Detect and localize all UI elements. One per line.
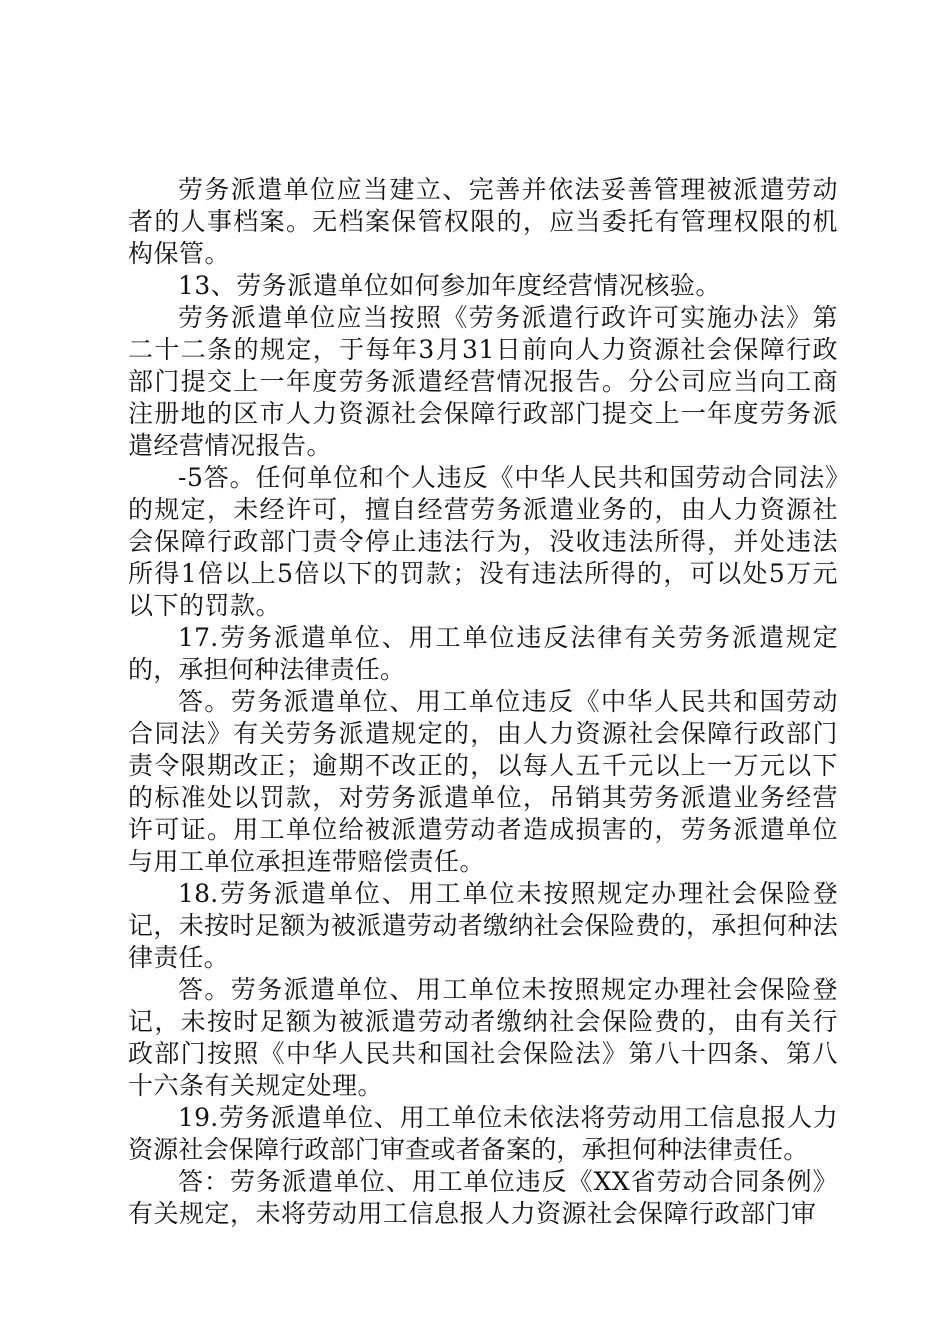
question-18-heading: 18.劳务派遣单位、用工单位未按照规定办理社会保险登记，未按时足额为被派遣劳动者缴纳社会保险费的，承担何种法律责任。	[128, 879, 838, 972]
answer-19: 答：劳务派遣单位、用工单位违反《XX省劳动合同条例》有关规定，未将劳动用工信息报人力资源社会保障行政部门审	[128, 1167, 838, 1228]
answer-unlicensed-operation: -5答。任何单位和个人违反《中华人民共和国劳动合同法》的规定，未经许可，擅自经营劳务派遣业务的，由人力资源社会保障行政部门责令停止违法行为，没收违法所得，并处违法所得1倍以上5倍以下的罚款；没有违法所得的，可以处5万元以下的罚款。	[128, 463, 838, 620]
question-13-heading: 13、劳务派遣单位如何参加年度经营情况核验。	[178, 271, 721, 300]
question-19-heading: 19.劳务派遣单位、用工单位未依法将劳动用工信息报人力资源社会保障行政部门审查或者备案的，承担何种法律责任。	[128, 1103, 838, 1164]
paragraph-annual-report: 劳务派遣单位应当按照《劳务派遣行政许可实施办法》第二十二条的规定，于每年3月31日前向人力资源社会保障行政部门提交上一年度劳务派遣经营情况报告。分公司应当向工商注册地的区市人力资源社会保障行政部门提交上一年度劳务派遣经营情况报告。	[128, 303, 838, 460]
question-17-heading: 17.劳务派遣单位、用工单位违反法律有关劳务派遣规定的，承担何种法律责任。	[128, 623, 838, 684]
paragraph-archive-management: 劳务派遣单位应当建立、完善并依法妥善管理被派遣劳动者的人事档案。无档案保管权限的，应当委托有管理权限的机构保管。	[128, 175, 838, 268]
answer-18: 答。劳务派遣单位、用工单位未按照规定办理社会保险登记，未按时足额为被派遣劳动者缴纳社会保险费的，由有关行政部门按照《中华人民共和国社会保险法》第八十四条、第八十六条有关规定处理。	[128, 975, 838, 1100]
answer-17: 答。劳务派遣单位、用工单位违反《中华人民共和国劳动合同法》有关劳务派遣规定的，由人力资源社会保障行政部门责令限期改正；逾期不改正的，以每人五千元以上一万元以下的标准处以罚款，对劳务派遣单位，吊销其劳务派遣业务经营许可证。用工单位给被派遣劳动者造成损害的，劳务派遣单位与用工单位承担连带赔偿责任。	[128, 687, 838, 876]
document-body	[128, 174, 838, 1230]
